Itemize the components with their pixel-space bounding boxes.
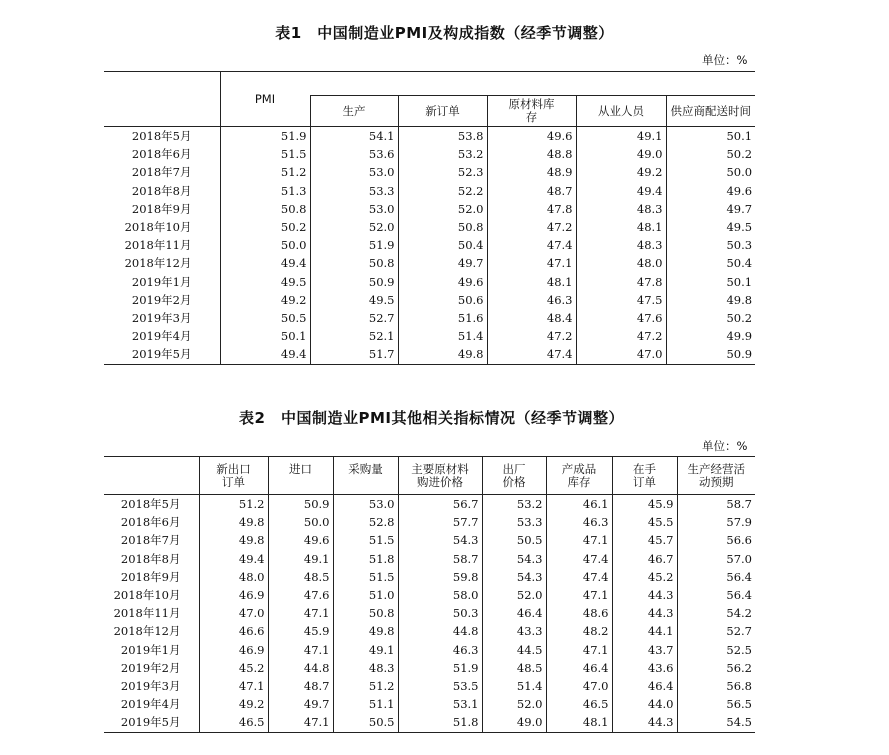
table1-cell: 47.2 — [487, 218, 576, 236]
table1-row-date: 2018年6月 — [131, 147, 192, 162]
table1-header-raw-material-inventory: 原材料库存 — [487, 96, 576, 127]
table1-cell: 48.3 — [576, 236, 666, 254]
table2-cell: 48.3 — [333, 659, 398, 677]
table1-cell: 53.2 — [398, 145, 487, 163]
table2-row-date: 2019年3月 — [120, 679, 181, 694]
table1-header-pmi: PMI — [220, 72, 310, 127]
table1-row — [104, 291, 755, 309]
table2-cell: 47.1 — [268, 713, 333, 732]
table1-row — [104, 254, 755, 272]
table1-cell: 50.8 — [310, 254, 398, 272]
table1-cell: 50.6 — [398, 291, 487, 309]
table2-cell: 51.2 — [199, 495, 268, 514]
table2-cell: 44.3 — [612, 604, 677, 622]
table2-row-date: 2018年11月 — [113, 606, 181, 621]
table1-cell: 49.9 — [666, 327, 755, 345]
table2-row — [104, 677, 755, 695]
table1-header-group — [310, 72, 755, 96]
table2-header — [677, 457, 755, 495]
table2-cell: 47.4 — [546, 550, 612, 568]
table2-row-date: 2019年4月 — [120, 697, 181, 712]
table1-cell: 51.2 — [220, 163, 310, 181]
table2-cell: 56.7 — [398, 495, 482, 514]
table2-row — [104, 550, 755, 568]
table2-row — [104, 713, 755, 732]
table1-cell: 47.8 — [487, 200, 576, 218]
table1-unit: 单位：% — [702, 53, 748, 67]
table1-row — [104, 127, 755, 146]
table1-cell: 48.1 — [487, 273, 576, 291]
table1-cell: 49.8 — [666, 291, 755, 309]
table2-cell: 46.5 — [546, 695, 612, 713]
table1-cell: 52.3 — [398, 163, 487, 181]
table2-cell: 44.8 — [398, 622, 482, 640]
table2-row — [104, 604, 755, 622]
table2-cell: 51.4 — [482, 677, 546, 695]
table2-header-line2: 价格 — [502, 474, 526, 489]
table2-row — [104, 531, 755, 549]
table2-cell: 51.0 — [333, 586, 398, 604]
table1-cell: 49.4 — [220, 254, 310, 272]
table2-cell: 53.1 — [398, 695, 482, 713]
table2-cell: 50.5 — [333, 713, 398, 732]
table2-row — [104, 495, 755, 514]
table2-header-line2 — [337, 476, 395, 489]
table1-row-date: 2018年5月 — [131, 129, 192, 143]
table2-cell: 44.5 — [482, 641, 546, 659]
table1-cell: 51.9 — [310, 236, 398, 254]
table1-cell: 48.0 — [576, 254, 666, 272]
table1-cell: 50.0 — [220, 236, 310, 254]
table2-cell: 52.7 — [677, 622, 755, 640]
table2-unit: 单位：% — [702, 439, 748, 453]
table2-cell: 48.2 — [546, 622, 612, 640]
table1-row — [104, 345, 755, 364]
table1-row — [104, 145, 755, 163]
table2-cell: 47.1 — [199, 677, 268, 695]
table2-header — [612, 457, 677, 495]
table2-cell: 48.6 — [546, 604, 612, 622]
table2-cell: 48.5 — [482, 659, 546, 677]
table2-cell: 47.4 — [546, 568, 612, 586]
table2-cell: 47.6 — [268, 586, 333, 604]
table1-row-date: 2018年11月 — [124, 238, 192, 253]
table2-header-line1: 出厂 — [502, 461, 526, 476]
table1-cell: 47.2 — [576, 327, 666, 345]
table2-cell: 48.7 — [268, 677, 333, 695]
table2-cell: 53.5 — [398, 677, 482, 695]
table1-cell: 49.1 — [576, 127, 666, 146]
table2-cell: 56.6 — [677, 531, 755, 549]
table2-cell: 48.5 — [268, 568, 333, 586]
table2-cell: 49.8 — [199, 513, 268, 531]
table1-header-new-orders: 新订单 — [398, 96, 487, 127]
table2-corner-cell — [104, 457, 199, 495]
table1-cell: 47.0 — [576, 345, 666, 364]
table2-cell: 44.1 — [612, 622, 677, 640]
table1-cell: 51.7 — [310, 345, 398, 364]
table2-cell: 49.1 — [268, 550, 333, 568]
table2-cell: 56.2 — [677, 659, 755, 677]
table1-cell: 49.4 — [576, 182, 666, 200]
table2-cell: 47.1 — [546, 531, 612, 549]
table1-cell: 49.8 — [398, 345, 487, 364]
table1-row-date: 2019年5月 — [131, 347, 192, 362]
table2-cell: 50.8 — [333, 604, 398, 622]
table1-cell: 47.5 — [576, 291, 666, 309]
table2-header-line1: 新出口 — [216, 461, 251, 476]
table2-row-date: 2018年7月 — [120, 533, 181, 548]
table1-cell: 50.1 — [220, 327, 310, 345]
table2-row-date: 2018年12月 — [113, 624, 181, 639]
table2-header-line2: 动预期 — [699, 474, 734, 489]
table1-cell: 48.9 — [487, 163, 576, 181]
table2-cell: 46.6 — [199, 622, 268, 640]
table2-cell: 54.3 — [482, 568, 546, 586]
table2-row-date: 2019年2月 — [120, 660, 181, 675]
table1-row-date: 2019年2月 — [131, 292, 192, 307]
table2-row-date: 2018年8月 — [120, 551, 181, 566]
table1-cell: 52.1 — [310, 327, 398, 345]
table2-cell: 46.3 — [398, 641, 482, 659]
table2-header — [398, 457, 482, 495]
table2-header-line2: 库存 — [567, 474, 591, 489]
table2-cell: 54.5 — [677, 713, 755, 732]
table2-cell: 49.8 — [333, 622, 398, 640]
table1-row-date: 2018年7月 — [131, 165, 192, 180]
table2-cell: 46.4 — [482, 604, 546, 622]
table1-cell: 49.0 — [576, 145, 666, 163]
table1-cell: 51.3 — [220, 182, 310, 200]
table1-row-date: 2018年8月 — [131, 183, 192, 198]
table1-cell: 48.1 — [576, 218, 666, 236]
table1-cell: 49.6 — [487, 127, 576, 146]
table2-header — [546, 457, 612, 495]
table1 — [104, 71, 755, 365]
table1-row-date: 2019年1月 — [131, 274, 192, 289]
table2-cell: 50.0 — [268, 513, 333, 531]
table1-row — [104, 327, 755, 345]
table2-cell: 49.4 — [199, 550, 268, 568]
table1-cell: 50.9 — [310, 273, 398, 291]
table1-cell: 50.4 — [666, 254, 755, 272]
table1-cell: 48.3 — [576, 200, 666, 218]
table2-cell: 53.2 — [482, 495, 546, 514]
table2-cell: 57.0 — [677, 550, 755, 568]
table1-cell: 52.0 — [310, 218, 398, 236]
table1-cell: 50.0 — [666, 163, 755, 181]
table2-cell: 58.7 — [398, 550, 482, 568]
table2-row-date: 2019年5月 — [120, 715, 181, 730]
table2-cell: 47.1 — [268, 604, 333, 622]
table2-row-date: 2018年6月 — [120, 515, 181, 530]
table1-cell: 49.6 — [398, 273, 487, 291]
table1-cell: 51.9 — [220, 127, 310, 146]
table2-cell: 56.8 — [677, 677, 755, 695]
table2-cell: 51.5 — [333, 568, 398, 586]
table2-cell: 47.1 — [546, 586, 612, 604]
table2-cell: 56.4 — [677, 568, 755, 586]
table2-header — [333, 457, 398, 495]
table2-title: 表2 中国制造业PMI其他相关指标情况（经季节调整） — [239, 409, 624, 427]
table1-cell: 50.1 — [666, 127, 755, 146]
table1-cell: 50.2 — [666, 145, 755, 163]
table2-cell: 45.7 — [612, 531, 677, 549]
table1-row-date: 2018年10月 — [124, 220, 192, 235]
table2-header — [482, 457, 546, 495]
table2-cell: 49.8 — [199, 531, 268, 549]
table2-cell: 54.3 — [398, 531, 482, 549]
table2-cell: 44.3 — [612, 713, 677, 732]
table1-cell: 50.3 — [666, 236, 755, 254]
table2-cell: 49.2 — [199, 695, 268, 713]
table2-cell: 52.0 — [482, 695, 546, 713]
table2-cell: 52.0 — [482, 586, 546, 604]
table1-cell: 49.2 — [220, 291, 310, 309]
table1-cell: 50.2 — [220, 218, 310, 236]
table1-cell: 51.6 — [398, 309, 487, 327]
table1-cell: 49.5 — [666, 218, 755, 236]
table1-cell: 51.4 — [398, 327, 487, 345]
table1-header-supplier-delivery-time: 供应商配送时间 — [666, 96, 755, 127]
table1-cell: 53.3 — [310, 182, 398, 200]
table2-cell: 47.0 — [546, 677, 612, 695]
table1-cell: 49.2 — [576, 163, 666, 181]
table2-cell: 50.9 — [268, 495, 333, 514]
table2-cell: 46.4 — [612, 677, 677, 695]
table1-row — [104, 273, 755, 291]
table2-cell: 54.3 — [482, 550, 546, 568]
table1-cell: 51.5 — [220, 145, 310, 163]
table2-cell: 46.4 — [546, 659, 612, 677]
table2-row — [104, 641, 755, 659]
table2-cell: 48.0 — [199, 568, 268, 586]
table2-header-line1: 采购量 — [348, 461, 383, 476]
table2-row — [104, 659, 755, 677]
table1-cell: 50.5 — [220, 309, 310, 327]
table1-row — [104, 200, 755, 218]
table2-cell: 52.5 — [677, 641, 755, 659]
table2-cell: 46.7 — [612, 550, 677, 568]
table2-cell: 45.9 — [268, 622, 333, 640]
table1-cell: 54.1 — [310, 127, 398, 146]
table2-cell: 48.1 — [546, 713, 612, 732]
table1-cell: 48.7 — [487, 182, 576, 200]
table2-cell: 54.2 — [677, 604, 755, 622]
table1-cell: 46.3 — [487, 291, 576, 309]
table2-cell: 46.3 — [546, 513, 612, 531]
table2-header-line1: 产成品 — [561, 461, 597, 476]
table1-cell: 52.0 — [398, 200, 487, 218]
table1-cell: 49.5 — [310, 291, 398, 309]
table1-row — [104, 236, 755, 254]
table1-cell: 53.8 — [398, 127, 487, 146]
table1-cell: 47.8 — [576, 273, 666, 291]
table1-cell: 53.0 — [310, 200, 398, 218]
table1-cell: 53.6 — [310, 145, 398, 163]
table2-cell: 56.5 — [677, 695, 755, 713]
table2-cell: 45.2 — [199, 659, 268, 677]
table2-cell: 51.5 — [333, 531, 398, 549]
table2-cell: 46.9 — [199, 586, 268, 604]
table1-cell: 49.6 — [666, 182, 755, 200]
table1-header-production: 生产 — [310, 96, 398, 127]
table2-row-date: 2018年9月 — [120, 569, 181, 584]
table1-row — [104, 163, 755, 181]
table1-cell: 47.1 — [487, 254, 576, 272]
table2-header — [199, 457, 268, 495]
table2-cell: 43.3 — [482, 622, 546, 640]
table2-row — [104, 695, 755, 713]
table2-cell: 50.3 — [398, 604, 482, 622]
table1-cell: 48.8 — [487, 145, 576, 163]
table2-cell: 49.0 — [482, 713, 546, 732]
table2-row-date: 2018年5月 — [120, 497, 181, 511]
table1-row-date: 2019年3月 — [131, 311, 192, 326]
table2-cell: 47.1 — [268, 641, 333, 659]
table1-title: 表1 中国制造业PMI及构成指数（经季节调整） — [275, 24, 614, 42]
table2-cell: 53.0 — [333, 495, 398, 514]
table1-cell: 47.4 — [487, 236, 576, 254]
table2-header-line1: 主要原材料 — [411, 461, 469, 476]
table2-cell: 49.6 — [268, 531, 333, 549]
table2-cell: 58.7 — [677, 495, 755, 514]
table2 — [104, 456, 755, 733]
table2-cell: 43.7 — [612, 641, 677, 659]
table1-cell: 50.9 — [666, 345, 755, 364]
table1-cell: 47.4 — [487, 345, 576, 364]
table2-header-line2: 购进价格 — [417, 474, 463, 489]
table1-cell: 52.7 — [310, 309, 398, 327]
table2-cell: 57.7 — [398, 513, 482, 531]
table2-cell: 58.0 — [398, 586, 482, 604]
table2-cell: 45.5 — [612, 513, 677, 531]
table1-corner-cell — [104, 72, 220, 127]
table2-cell: 47.1 — [546, 641, 612, 659]
table1-cell: 49.5 — [220, 273, 310, 291]
table2-header-line1: 生产经营活 — [687, 461, 745, 476]
table2-cell: 52.8 — [333, 513, 398, 531]
table2-cell: 45.2 — [612, 568, 677, 586]
table2-header-line1: 在手 — [633, 461, 656, 476]
table2-header-line2 — [272, 476, 330, 489]
table1-row — [104, 218, 755, 236]
table2-cell: 53.3 — [482, 513, 546, 531]
table2-cell: 43.6 — [612, 659, 677, 677]
table1-row — [104, 182, 755, 200]
table2-row-date: 2018年10月 — [113, 588, 181, 603]
table2-cell: 46.9 — [199, 641, 268, 659]
table1-row — [104, 309, 755, 327]
table1-cell: 50.2 — [666, 309, 755, 327]
table1-cell: 52.2 — [398, 182, 487, 200]
table1-cell: 47.6 — [576, 309, 666, 327]
table2-cell: 45.9 — [612, 495, 677, 514]
table2-cell: 51.1 — [333, 695, 398, 713]
table2-header — [268, 457, 333, 495]
table1-cell: 50.8 — [398, 218, 487, 236]
table1-cell: 53.0 — [310, 163, 398, 181]
table2-cell: 44.3 — [612, 586, 677, 604]
table1-row-date: 2018年9月 — [131, 201, 192, 216]
table2-cell: 49.1 — [333, 641, 398, 659]
table2-header-line2: 订单 — [633, 474, 656, 489]
table1-cell: 49.7 — [666, 200, 755, 218]
table1-cell: 49.7 — [398, 254, 487, 272]
table1-cell: 47.2 — [487, 327, 576, 345]
table1-row-date: 2018年12月 — [124, 256, 192, 271]
table2-cell: 51.2 — [333, 677, 398, 695]
table2-cell: 46.1 — [546, 495, 612, 514]
table1-cell: 50.1 — [666, 273, 755, 291]
table1-row-date: 2019年4月 — [131, 329, 192, 344]
table2-row — [104, 568, 755, 586]
table1-cell: 49.4 — [220, 345, 310, 364]
table2-row — [104, 622, 755, 640]
table1-cell: 48.4 — [487, 309, 576, 327]
table2-cell: 44.8 — [268, 659, 333, 677]
table1-cell: 50.8 — [220, 200, 310, 218]
table2-cell: 50.5 — [482, 531, 546, 549]
table2-row — [104, 586, 755, 604]
table2-cell: 44.0 — [612, 695, 677, 713]
table2-cell: 51.8 — [398, 713, 482, 732]
table2-cell: 49.7 — [268, 695, 333, 713]
table2-cell: 57.9 — [677, 513, 755, 531]
table2-cell: 47.0 — [199, 604, 268, 622]
table2-cell: 59.8 — [398, 568, 482, 586]
table2-header-line1: 进口 — [289, 461, 312, 476]
table2-cell: 56.4 — [677, 586, 755, 604]
table2-row-date: 2019年1月 — [120, 642, 181, 657]
table2-cell: 46.5 — [199, 713, 268, 732]
table1-header-employment: 从业人员 — [576, 96, 666, 127]
table2-cell: 51.8 — [333, 550, 398, 568]
table2-header-line2: 订单 — [222, 474, 245, 489]
table2-row — [104, 513, 755, 531]
table1-cell: 50.4 — [398, 236, 487, 254]
table2-cell: 51.9 — [398, 659, 482, 677]
